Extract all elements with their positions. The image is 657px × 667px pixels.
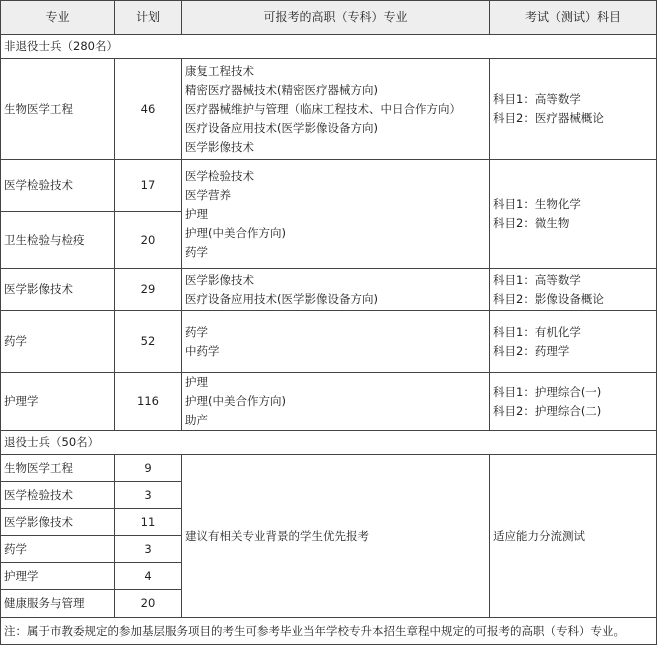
exam-item: 科目2：影像设备概论 <box>493 291 604 306</box>
vocational-item: 医疗器械维护与管理（临床工程技术、中日合作方向） <box>185 101 461 116</box>
vocational-item: 中药学 <box>185 343 220 358</box>
vocational-item: 护理(中美合作方向) <box>185 225 286 240</box>
plan-cell: 52 <box>115 311 182 373</box>
header-exam: 考试（测试）科目 <box>490 1 657 35</box>
vocational-item: 药学 <box>185 324 208 339</box>
vocational-cell <box>182 311 490 373</box>
vocational-item: 医疗设备应用技术(医学影像设备方向) <box>185 120 378 135</box>
exam-item: 科目1：高等数学 <box>493 92 581 106</box>
vocational-cell <box>182 373 490 431</box>
major-cell: 护理学 <box>1 563 115 590</box>
exam-cell <box>490 269 657 311</box>
table-row <box>1 455 657 482</box>
table-header-row <box>1 1 657 35</box>
exam-cell <box>490 311 657 373</box>
plan-cell: 11 <box>115 509 182 536</box>
major-cell: 医学检验技术 <box>1 160 115 212</box>
section-row <box>1 35 657 59</box>
vocational-cell <box>182 269 490 311</box>
major-cell: 医学影像技术 <box>1 269 115 311</box>
vocational-item: 康复工程技术 <box>185 63 254 78</box>
major-cell: 药学 <box>1 311 115 373</box>
vocational-item: 医学检验技术 <box>185 168 254 183</box>
vocational-item: 护理 <box>185 206 208 221</box>
major-cell: 医学影像技术 <box>1 509 115 536</box>
exam-cell: 适应能力分流测试 <box>490 455 657 618</box>
plan-cell: 3 <box>115 536 182 563</box>
major-cell: 健康服务与管理 <box>1 590 115 618</box>
major-cell: 生物医学工程 <box>1 455 115 482</box>
exam-cell <box>490 160 657 269</box>
section-row <box>1 431 657 455</box>
vocational-cell <box>182 59 490 160</box>
exam-item: 科目2：护理综合(二) <box>493 403 602 418</box>
major-cell: 卫生检验与检疫 <box>1 212 115 269</box>
exam-item: 科目1：护理综合(一) <box>493 384 602 399</box>
vocational-cell: 建议有相关专业背景的学生优先报考 <box>182 455 490 618</box>
vocational-item: 精密医疗器械技术(精密医疗器械方向) <box>185 82 378 97</box>
exam-cell <box>490 373 657 431</box>
exam-item: 科目2：医疗器械概论 <box>493 111 604 125</box>
vocational-item: 护理 <box>185 375 208 389</box>
vocational-item: 医学影像技术 <box>185 272 254 287</box>
plan-cell: 3 <box>115 482 182 509</box>
plan-cell: 29 <box>115 269 182 311</box>
exam-item: 科目1：生物化学 <box>493 197 581 211</box>
plan-cell: 17 <box>115 160 182 212</box>
vocational-item: 助产 <box>185 413 208 427</box>
section-title-veteran: 退役士兵（50名） <box>1 431 657 455</box>
major-cell: 医学检验技术 <box>1 482 115 509</box>
note-row <box>1 618 657 645</box>
plan-cell: 46 <box>115 59 182 160</box>
exam-item: 科目1：有机化学 <box>493 324 581 339</box>
exam-item: 科目2：微生物 <box>493 216 570 230</box>
vocational-item: 药学 <box>185 244 208 259</box>
table-row <box>1 311 657 373</box>
exam-item: 科目2：药理学 <box>493 343 570 358</box>
vocational-item: 医疗设备应用技术(医学影像设备方向) <box>185 291 378 306</box>
plan-cell: 116 <box>115 373 182 431</box>
exam-cell <box>490 59 657 160</box>
header-plan: 计划 <box>115 1 182 35</box>
header-vocational: 可报考的高职（专科）专业 <box>182 1 490 35</box>
plan-cell: 20 <box>115 212 182 269</box>
major-cell: 护理学 <box>1 373 115 431</box>
section-title-non-veteran: 非退役士兵（280名） <box>1 35 657 59</box>
vocational-item: 护理(中美合作方向) <box>185 394 286 408</box>
table-row <box>1 160 657 212</box>
vocational-cell <box>182 160 490 269</box>
table-row <box>1 59 657 160</box>
header-major: 专业 <box>1 1 115 35</box>
footnote <box>1 618 657 645</box>
table-row <box>1 269 657 311</box>
vocational-item: 医学影像技术 <box>185 139 254 154</box>
major-cell: 药学 <box>1 536 115 563</box>
table-row <box>1 373 657 431</box>
plan-cell: 4 <box>115 563 182 590</box>
plan-cell: 20 <box>115 590 182 618</box>
footnote-text: 注：属于市教委规定的参加基层服务项目的考生可参考毕业当年学校专升本招生章程中规定的可报考的高职（专科）专业。 <box>4 623 625 638</box>
exam-item: 科目1：高等数学 <box>493 272 581 287</box>
plan-cell: 9 <box>115 455 182 482</box>
vocational-item: 医学营养 <box>185 187 231 202</box>
major-cell: 生物医学工程 <box>1 59 115 160</box>
